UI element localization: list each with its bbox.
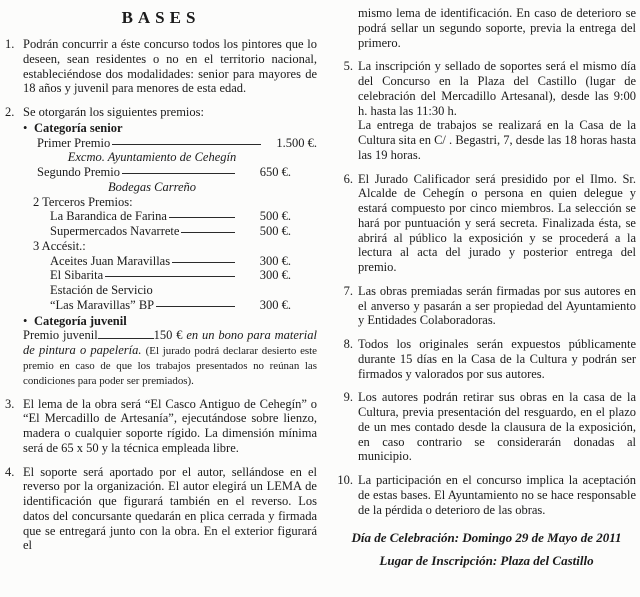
bullet-icon: • bbox=[23, 313, 28, 328]
prize-label: La Barandica de Farina bbox=[50, 209, 167, 224]
juvenil-category-label: Categoría juvenil bbox=[34, 313, 127, 328]
prize-amount: 650 €. bbox=[259, 165, 291, 180]
clause-10-number: 10. bbox=[337, 473, 353, 487]
clause-5-number: 5. bbox=[343, 59, 353, 74]
prize-row-accesit-3 bbox=[50, 298, 291, 313]
bullet-icon: • bbox=[23, 120, 28, 135]
senior-category-label: Categoría senior bbox=[34, 120, 123, 135]
prize-label: Aceites Juan Maravillas bbox=[50, 253, 171, 268]
prize-row-tercero-2 bbox=[50, 224, 291, 239]
clause-6-number: 6. bbox=[343, 171, 353, 186]
clause-6 bbox=[337, 172, 636, 275]
clause-5-text: La inscripción y sellado de soportes será el mismo día del Concurso en la Plaza del Castillo (lugar de celebración del Mercadillo Artesanal), desde las 9:00 h. hasta las 11:30 h. bbox=[358, 59, 636, 118]
prize-label: Premio juvenil bbox=[23, 328, 98, 343]
clause-10 bbox=[337, 473, 636, 517]
clause-7 bbox=[337, 284, 636, 328]
prize-amount: 300 €. bbox=[259, 253, 291, 268]
clause-1-text: Podrán concurrir a éste concurso todos los pintores que lo deseen, sean residentes o no en el territorio nacional, estableciéndose dos modalidades: senior para mayores de 18 años y juvenil para menores de esta edad. bbox=[23, 37, 317, 96]
left-column bbox=[5, 6, 317, 575]
leader-line bbox=[122, 173, 235, 174]
prize-amount: 500 €. bbox=[259, 209, 291, 224]
prize-label: El Sibarita bbox=[50, 268, 104, 283]
prize-sponsor: Bodegas Carreño bbox=[107, 179, 197, 194]
prize-amount: 500 €. bbox=[259, 224, 291, 239]
accesit-subheading: 3 Accésit.: bbox=[33, 238, 86, 253]
prize-note: en un bono para material de pintura o papelería. bbox=[23, 328, 317, 358]
leader-line bbox=[169, 217, 235, 218]
clause-1 bbox=[5, 37, 317, 96]
clause-7-number: 7. bbox=[343, 283, 353, 298]
event-footer bbox=[337, 530, 636, 568]
prize-row-primer bbox=[37, 136, 317, 151]
clause-5 bbox=[337, 59, 636, 162]
clause-9-text: Los autores podrán retirar sus obras en la casa de la Cultura, previa presentación del resguardo, en el plazo de un mes contado desde la clausura de la exposición, en caso contrario se considerarán donadas al municipio. bbox=[358, 390, 636, 464]
prize-amount: 1.500 €. bbox=[276, 135, 317, 150]
clause-2-intro: Se otorgarán los siguientes premios: bbox=[23, 105, 204, 120]
prize-row-segundo bbox=[37, 165, 291, 180]
clause-3-number: 3. bbox=[5, 396, 15, 411]
leader-line bbox=[112, 144, 261, 145]
juvenil-category-heading bbox=[23, 314, 317, 329]
clause-8-text: Todos los originales serán expuestos públicamente durante 15 días en la Casa de la Cultura y podrán ser firmados y valorados por sus autores. bbox=[358, 337, 636, 381]
prize-row-tercero-1 bbox=[50, 209, 291, 224]
clause-4-continuation: mismo lema de identificación. En caso de deterioro se podrá sellar un segundo soporte, previa la entrega del primero. bbox=[358, 6, 636, 50]
clause-4-number: 4. bbox=[5, 464, 15, 479]
prize-amount: 300 €. bbox=[259, 297, 291, 312]
registration-place: Lugar de Inscripción: Plaza del Castillo bbox=[379, 552, 594, 568]
prize-amount: 150 € bbox=[153, 328, 183, 343]
prize-row-accesit-2 bbox=[50, 268, 291, 283]
prize-sponsor: Excmo. Ayuntamiento de Cehegín bbox=[67, 150, 237, 165]
right-column bbox=[337, 6, 636, 575]
senior-category-heading bbox=[23, 121, 317, 136]
clause-1-number: 1. bbox=[5, 37, 15, 52]
clause-10-text: La participación en el concurso implica la aceptación de estas bases. El Ayuntamiento no se hace responsable de la pérdida o deterioro de las obras. bbox=[358, 473, 636, 517]
senior-prize-list bbox=[23, 136, 317, 313]
clause-8 bbox=[337, 337, 636, 381]
clause-6-text: El Jurado Calificador será presidido por el Ilmo. Sr. Alcalde de Cehegín o persona en quien delegue y estará compuesto por cinco miembros. La selección se hará por puntuación y será secreta. Finalizada ésta, se abrirá al público la exposición y se procederá a la lectura al acta del jurado y posterior entrega del premio. bbox=[358, 171, 636, 274]
clause-2-number: 2. bbox=[5, 105, 15, 120]
clause-4 bbox=[5, 465, 317, 554]
prize-label-line1: Estación de Servicio bbox=[50, 283, 153, 298]
leader-line bbox=[98, 329, 154, 339]
prize-label: Segundo Premio bbox=[37, 165, 120, 180]
clause-4-text: El soporte será aportado por el autor, sellándose en el reverso por la organización. El autor elegirá un LEMA de identificación que figurará también en el reverso. Los datos del concursante quedarán en plica cerrada y firmada que se entregará junto con la obra. En el exterior figurará el bbox=[23, 464, 317, 553]
clause-2 bbox=[5, 105, 317, 388]
clause-9 bbox=[337, 390, 636, 464]
juvenil-prize-paragraph bbox=[23, 328, 317, 387]
clause-8-number: 8. bbox=[343, 337, 353, 351]
leader-line bbox=[181, 232, 235, 233]
terceros-subheading: 2 Terceros Premios: bbox=[33, 194, 133, 209]
clause-5-text2: La entrega de trabajos se realizará en la Casa de la Cultura sita en C/ . Begastri, 7, desde las 18 horas hasta las 19 horas. bbox=[358, 118, 636, 162]
prize-amount: 300 €. bbox=[259, 268, 291, 283]
clause-7-text: Las obras premiadas serán firmadas por sus autores en el anverso y pasarán a ser propiedad del Ayuntamiento y Entidades Colaboradoras. bbox=[358, 283, 636, 328]
prize-row-accesit-1 bbox=[50, 254, 291, 269]
leader-line bbox=[156, 306, 235, 307]
leader-line bbox=[105, 276, 235, 277]
clause-3-text: El lema de la obra será “El Casco Antiguo de Cehegín” o “El Mercadillo de Artesanía”, ejecutándose sobre lienzo, madera o cualquier soporte rígido. La dimensión mínima será de 65 x 50 y la técnica empleada libre. bbox=[23, 396, 317, 455]
fine-print: (El jurado podrá declarar desierto este premio en caso de que los trabajos presentados no reúnan las condiciones para poder ser premiados). bbox=[23, 345, 318, 387]
clause-3 bbox=[5, 397, 317, 456]
celebration-date: Día de Celebración: Domingo 29 de Mayo de 2011 bbox=[351, 530, 622, 546]
prize-label: Primer Premio bbox=[37, 135, 111, 150]
clause-9-number: 9. bbox=[343, 390, 353, 405]
leader-line bbox=[172, 262, 235, 263]
page-title: BASES bbox=[121, 8, 201, 27]
prize-label: “Las Maravillas” BP bbox=[50, 297, 155, 312]
prize-label: Supermercados Navarrete bbox=[50, 224, 180, 239]
